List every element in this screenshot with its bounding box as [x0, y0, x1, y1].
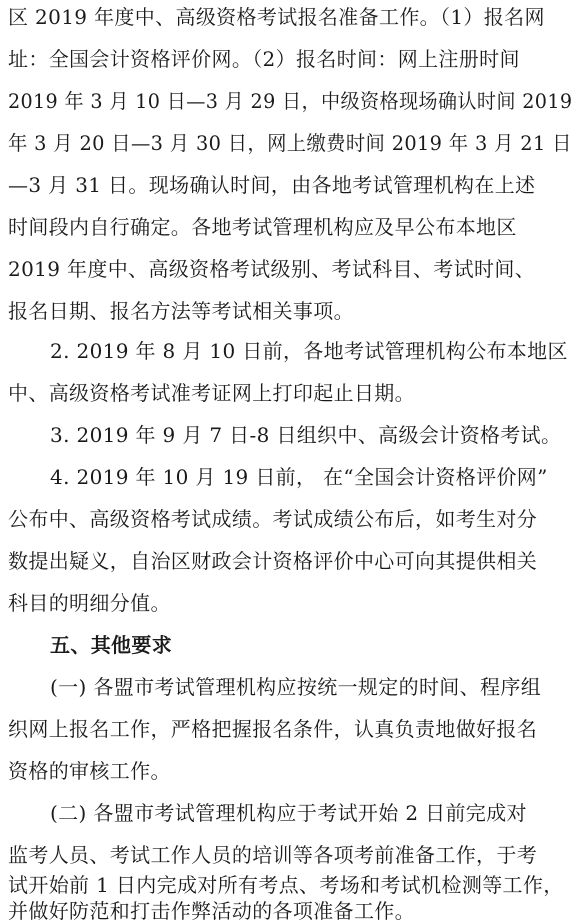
text-line: 试开始前 1 日内完成对所有考点、考场和考试机检测等工作，	[8, 873, 564, 897]
text-line: 中、高级资格考试准考证网上打印起止日期。	[8, 381, 415, 405]
text-line: 并做好防范和打击作弊活动的各项准备工作。	[8, 899, 415, 923]
text-line: —3 月 31 日。现场确认时间，由各地考试管理机构在上述	[8, 173, 536, 197]
text-line: 监考人员、考试工作人员的培训等各项考前准备工作，于考	[8, 843, 538, 867]
text-line: 4. 2019 年 10 月 19 日前， 在“全国会计资格评价网”	[50, 465, 548, 489]
text-line: 织网上报名工作，严格把握报名条件，认真负责地做好报名	[8, 717, 538, 741]
text-line: 年 3 月 20 日—3 月 30 日，网上缴费时间 2019 年 3 月 21 日	[8, 131, 572, 155]
text-line: 2019 年 3 月 10 日—3 月 29 日，中级资格现场确认时间 2019	[8, 89, 573, 113]
text-line: 报名日期、报名方法等考试相关事项。	[8, 299, 354, 323]
text-line: 2. 2019 年 8 月 10 日前，各地考试管理机构公布本地区	[50, 339, 568, 363]
text-line: 2019 年度中、高级资格考试级别、考试科目、考试时间、	[8, 257, 536, 281]
text-line: 区 2019 年度中、高级资格考试报名准备工作。（1）报名网	[8, 5, 545, 29]
text-line: 址：全国会计资格评价网。（2）报名时间：网上注册时间	[8, 47, 520, 71]
text-line: 公布中、高级资格考试成绩。考试成绩公布后，如考生对分	[8, 507, 538, 531]
text-line: 数提出疑义，自治区财政会计资格评价中心可向其提供相关	[8, 549, 538, 573]
text-line: 资格的审核工作。	[8, 759, 171, 783]
section-heading: 五、其他要求	[50, 633, 173, 657]
text-line: (二) 各盟市考试管理机构应于考试开始 2 日前完成对	[50, 801, 527, 825]
text-line: 时间段内自行确定。各地考试管理机构应及早公布本地区	[8, 215, 517, 239]
text-line: 3. 2019 年 9 月 7 日-8 日组织中、高级会计资格考试。	[50, 423, 562, 447]
text-line: 科目的明细分值。	[8, 591, 171, 615]
text-line: (一) 各盟市考试管理机构应按统一规定的时间、程序组	[50, 675, 542, 699]
